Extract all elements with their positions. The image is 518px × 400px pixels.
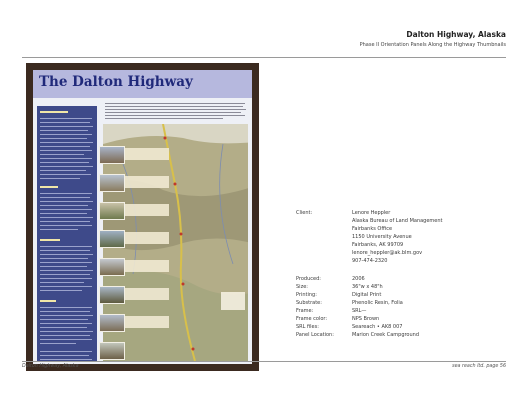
poster-panel <box>33 70 252 364</box>
poster-photo <box>99 202 125 220</box>
map-marker <box>174 183 177 186</box>
sidebar-heading-mark <box>40 300 56 302</box>
spec-value: 2006 <box>352 276 365 282</box>
client-street: 1150 University Avenue <box>352 234 412 240</box>
spec-value: Seareach • AK8 007 <box>352 324 403 330</box>
map-marker <box>164 137 167 140</box>
client-office: Fairbanks Office <box>352 226 393 232</box>
client-city: Fairbanks, AK 99709 <box>352 242 404 248</box>
client-email: lenore_heppler@ak.blm.gov <box>352 250 423 256</box>
poster-photo <box>99 286 125 304</box>
poster-sidebar <box>37 106 97 361</box>
spec-value: Marion Creek Campground <box>352 332 420 338</box>
poster-photo <box>99 146 125 164</box>
photo-caption-strip <box>125 148 169 160</box>
sidebar-heading-mark <box>40 186 58 188</box>
photo-caption-strip <box>125 316 169 328</box>
poster-thumbnail <box>26 63 259 371</box>
spec-value: Phenolic Resin, Folia <box>352 300 403 306</box>
footer-page: sea reach ltd. page 56 <box>452 364 506 369</box>
spec-label: Produced: <box>296 276 321 282</box>
map-marker <box>182 283 185 286</box>
map-logo-legend <box>221 292 245 310</box>
client-label: Client: <box>296 210 313 216</box>
poster-title: The Dalton Highway <box>39 74 193 90</box>
photo-caption-strip <box>125 204 169 216</box>
poster-banner <box>33 70 252 98</box>
photo-caption-strip <box>125 176 169 188</box>
spec-label: Frame: <box>296 308 314 314</box>
footer-title: Dalton Highway, Alaska <box>22 364 79 369</box>
poster-photo <box>99 230 125 248</box>
client-name: Lenore Heppler <box>352 210 391 216</box>
spec-value: 36"w x 48"h <box>352 284 383 290</box>
photo-caption-strip <box>125 232 169 244</box>
spec-label: SRL files: <box>296 324 319 330</box>
header-divider <box>22 57 506 58</box>
photo-caption-strip <box>125 260 169 272</box>
document-title: Dalton Highway, Alaska <box>406 30 506 39</box>
poster-photo <box>99 258 125 276</box>
map-marker <box>192 348 195 351</box>
document-subtitle: Phase II Orientation Panels Along the Highway Thumbnails <box>359 42 506 48</box>
sidebar-heading-mark <box>40 239 60 241</box>
spec-label: Printing: <box>296 292 317 298</box>
spec-label: Panel Location: <box>296 332 334 338</box>
sidebar-heading-mark <box>40 111 68 113</box>
spec-value: SRL— <box>352 308 367 314</box>
spec-value: NPS Brown <box>352 316 380 322</box>
spec-label: Size: <box>296 284 308 290</box>
photo-caption-strip <box>125 288 169 300</box>
map-marker <box>180 233 183 236</box>
spec-label: Frame color: <box>296 316 328 322</box>
poster-photo <box>99 342 125 360</box>
client-organization: Alaska Bureau of Land Management <box>352 218 443 224</box>
client-phone: 907-474-2320 <box>352 258 388 264</box>
poster-photo <box>99 314 125 332</box>
spec-value: Digital Print <box>352 292 382 298</box>
footer-divider <box>22 361 506 362</box>
poster-photo <box>99 174 125 192</box>
spec-label: Substrate: <box>296 300 322 306</box>
